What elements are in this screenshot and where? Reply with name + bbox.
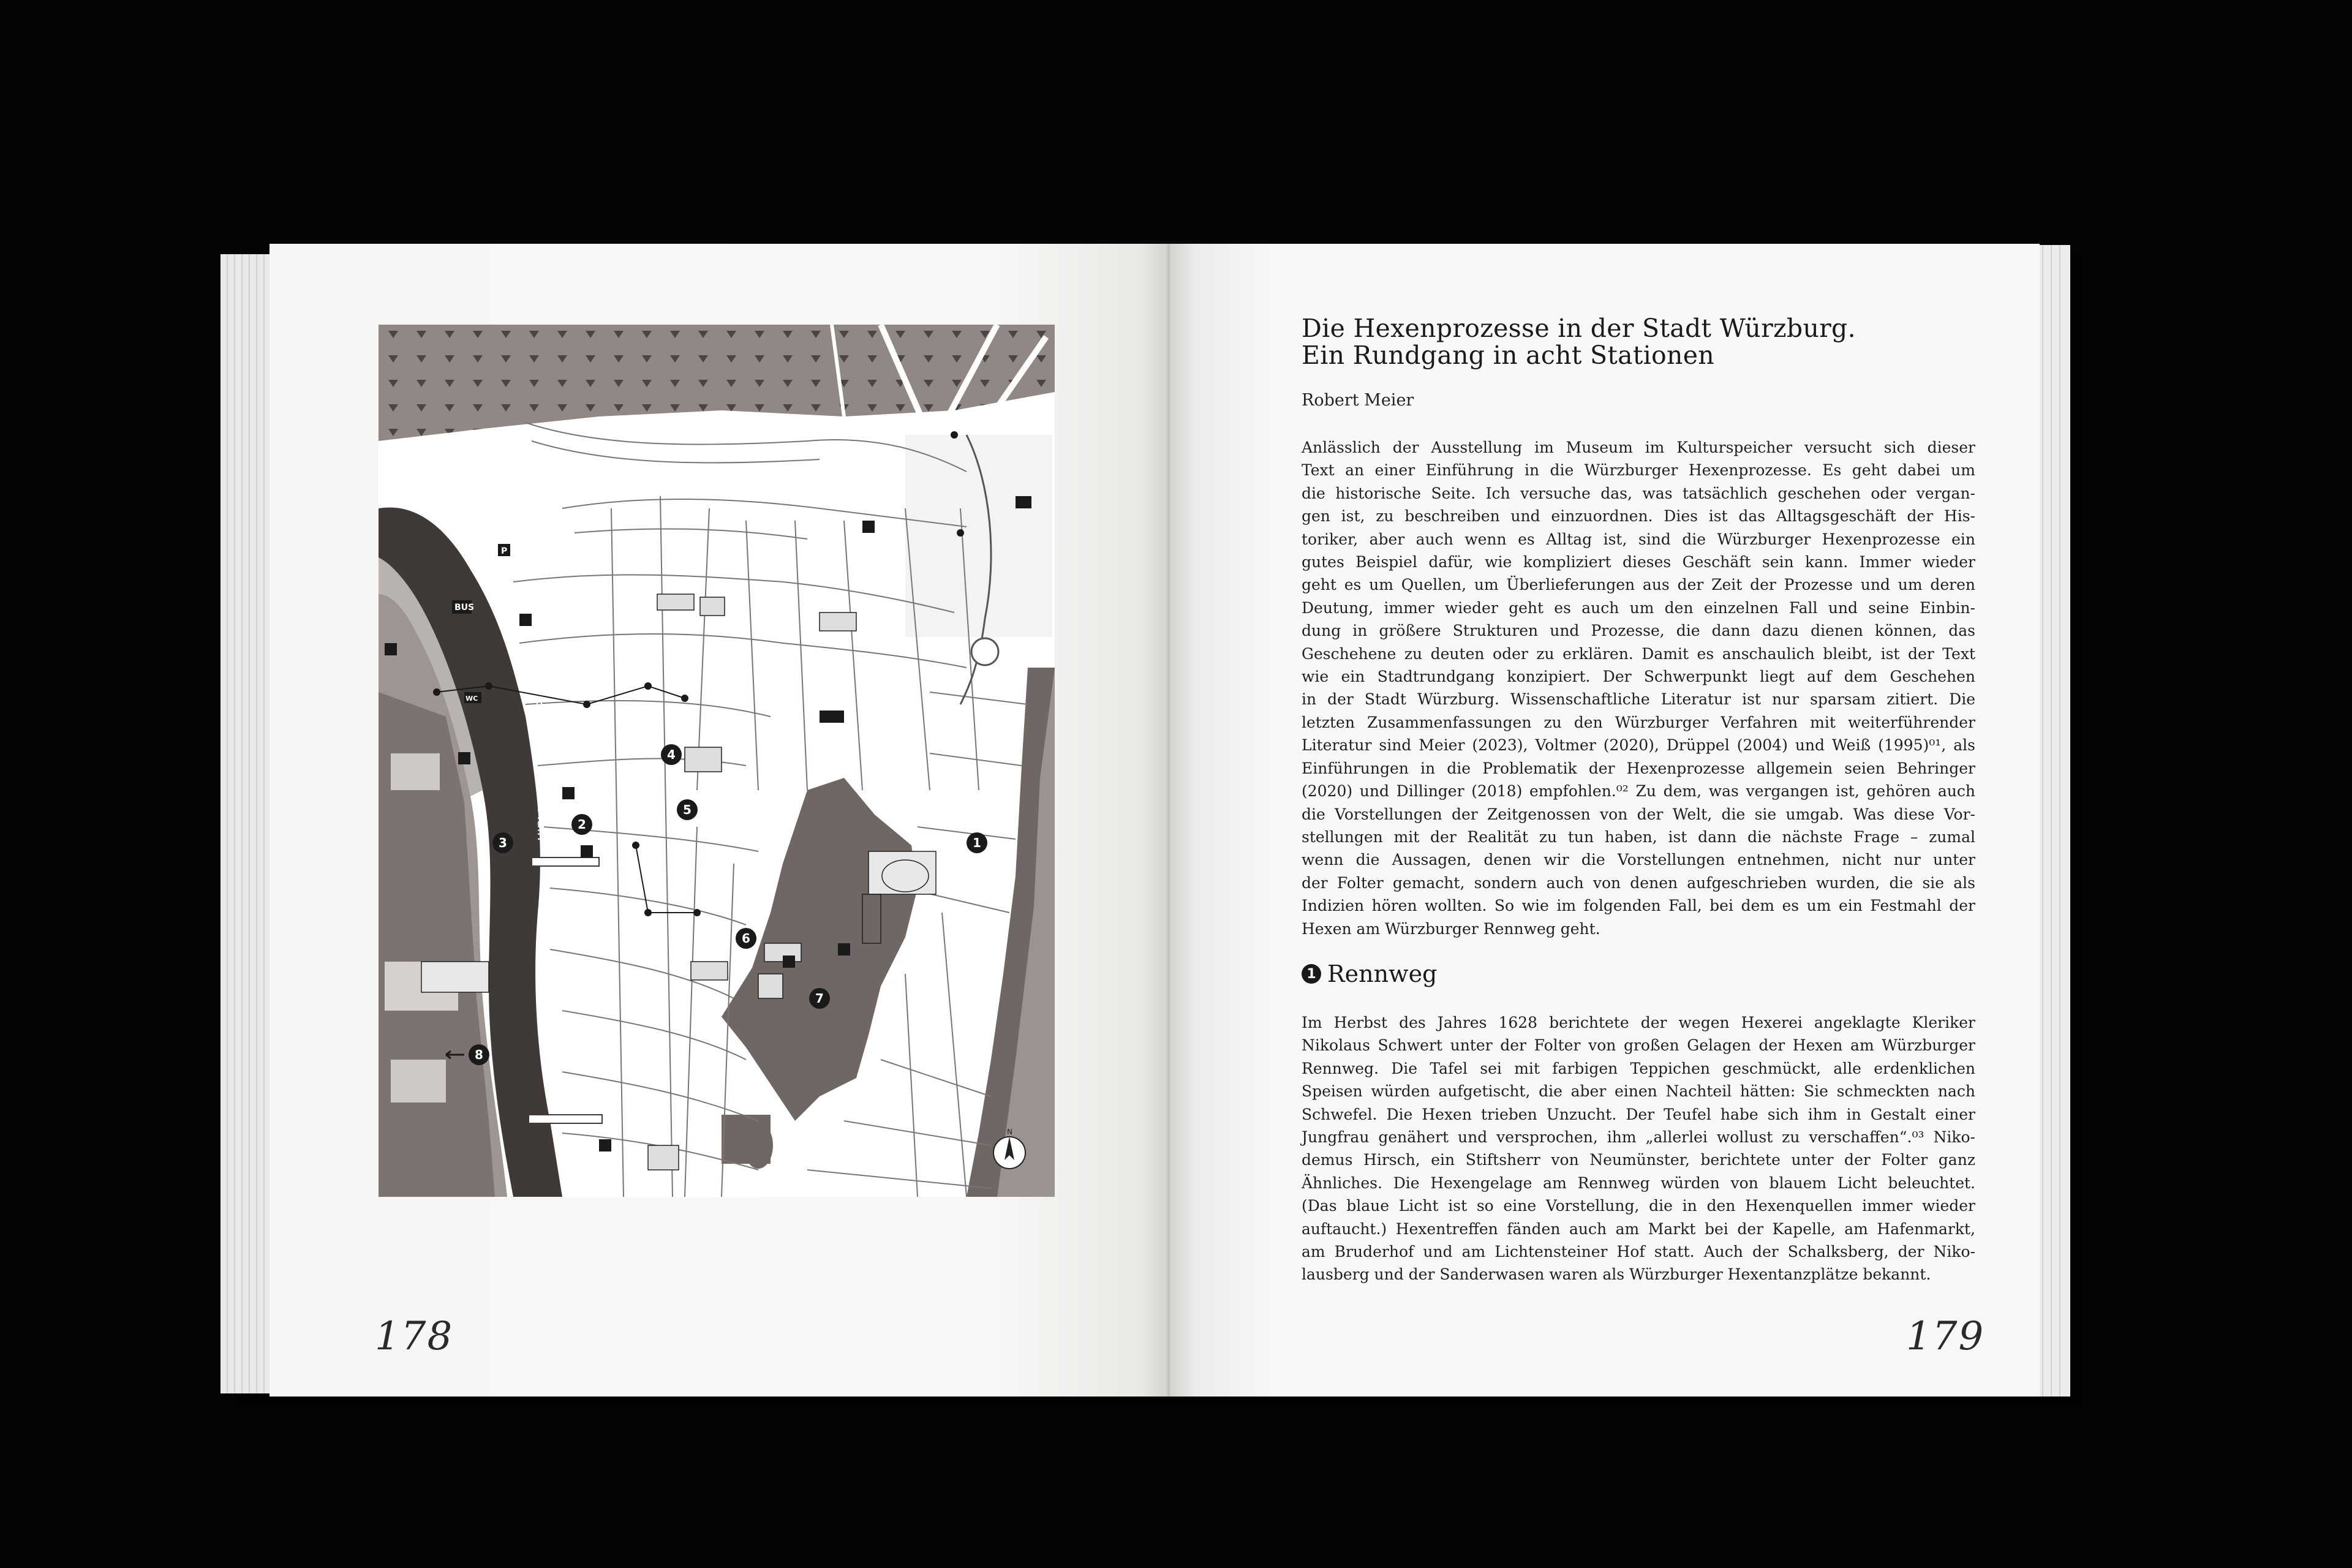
section-line: Nikolaus Schwert unter der Folter von großen Gelagen der Hexen am Würzburger [1302, 1036, 1975, 1055]
section-line: am Bruderhof und am Lichtensteiner Hof statt. Auch der Schalksberg, der Niko- [1302, 1243, 1975, 1261]
intro-line: der Folter gemacht, sondern auch von denen aufgeschrieben wurden, die sie als [1302, 873, 1975, 892]
section-line: Jungfrau genähert und versprochen, ihm „allerlei wollust zu verschaffen“.⁰³ Niko- [1302, 1128, 1975, 1147]
section-line: Im Herbst des Jahres 1628 berichtete der wegen Hexerei angeklagte Kleriker [1302, 1014, 1975, 1031]
left-page-number: 178 [375, 1314, 454, 1359]
intro-line: Deutung, immer wieder geht es auch um den einzelnen Fall und seine Einbin- [1302, 598, 1975, 617]
svg-text:N: N [1007, 1128, 1012, 1136]
intro-line: stellungen mit der Realität zu tun haben, ist dann die nächste Frage – zumal [1302, 827, 1975, 846]
station-3: 3 [499, 835, 507, 850]
intro-line: gen ist, zu beschreiben und einzuordnen. Dies ist das Alltagsgeschäft der His- [1302, 507, 1975, 526]
section-number: 1 [1302, 964, 1321, 984]
intro-line: Text an einer Einführung in die Würzburger Hexenprozesse. Es geht dabei um [1302, 461, 1975, 480]
section-line: Rennweg. Die Tafel sei mit farbigen Teppichen geschmückt, alle erdenklichen [1302, 1059, 1975, 1077]
section-title: Rennweg [1327, 960, 1438, 987]
svg-text:⚓: ⚓ [529, 697, 549, 722]
title-line-1: Die Hexenprozesse in der Stadt Würzburg. [1302, 314, 1856, 343]
left-page-edges [221, 254, 270, 1393]
right-page-number: 179 [1906, 1314, 1985, 1359]
section-paragraph [1302, 1011, 1975, 1286]
intro-line: dung in größere Strukturen und Prozesse, die dann dazu dienen können, das [1302, 622, 1975, 640]
station-6: 6 [742, 931, 750, 946]
wc-label: WC [466, 695, 478, 703]
bus-label: BUS [454, 603, 475, 612]
section-line: Ähnliches. Die Hexengelage am Rennweg würden von blauem Licht beleuchtet. [1302, 1174, 1975, 1192]
city-map [379, 325, 1055, 1197]
intro-line: toriker, aber auch wenn es Alltag ist, sind die Würzburger Hexenprozesse ein [1302, 530, 1975, 548]
section-line: demus Hirsch, ein Stiftsherr von Neumünster, berichtete unter der Folter ganz [1302, 1151, 1975, 1169]
intro-line: die Vorstellungen der Zeitgenossen von der Welt, die sie umgab. Was diese Vor- [1302, 805, 1975, 823]
section-heading [1302, 960, 1437, 987]
station-1: 1 [973, 835, 981, 850]
author: Robert Meier [1302, 391, 1414, 410]
station-7: 7 [815, 991, 824, 1006]
intro-line: geht es um Quellen, um Überlieferungen aus der Zeit der Prozesse und um deren [1302, 576, 1975, 594]
section-line: auftaucht.) Hexentreffen fänden auch am Markt bei der Kapelle, am Hafenmarkt, [1302, 1219, 1975, 1238]
hochschule-label-1: Hochschule [913, 790, 952, 798]
anchor-icon [529, 697, 549, 722]
river-label: Main [534, 809, 549, 841]
hochschule-label-2: für Musik [913, 799, 944, 807]
intro-line: in der Stadt Würzburg. Wissenschaftliche Literatur ist nur sparsam zitiert. Die [1302, 690, 1975, 709]
title-line-2: Ein Rundgang in acht Stationen [1302, 341, 1715, 370]
section-line: (Das blaue Licht ist so eine Vorstellung, die in den Hexenquellen immer wieder [1302, 1197, 1975, 1215]
intro-line: letzten Zusammenfassungen zu den Würzburger Verfahren mit weiterführender [1302, 713, 1975, 731]
section-line: Schwefel. Die Hexen trieben Unzucht. Der Teufel habe sich ihm in Gestalt einer [1302, 1105, 1975, 1123]
intro-line: Einführungen in die Problematik der Hexenprozesse allgemein seien Behringer [1302, 759, 1975, 777]
article-title [1302, 315, 1988, 369]
intro-line: wie ein Stadtrundgang konzipiert. Der Schwerpunkt liegt auf dem Geschehen [1302, 668, 1975, 686]
station-5: 5 [683, 802, 692, 817]
intro-line: Hexen am Würzburger Rennweg geht. [1302, 919, 1600, 938]
intro-line: Literatur sind Meier (2023), Voltmer (2020), Drüppel (2004) und Weiß (1995)⁰¹, als [1302, 736, 1975, 755]
intro-line: Anlässlich der Ausstellung im Museum im Kulturspeicher versucht sich dieser [1302, 439, 1975, 456]
parking-label: P [501, 546, 508, 556]
intro-line: Geschehene zu deuten oder zu erklären. Damit es anschaulich bleibt, ist der Text [1302, 644, 1975, 663]
intro-paragraph [1302, 436, 1975, 940]
station-4: 4 [667, 747, 676, 762]
station-8: 8 [475, 1047, 483, 1062]
section-line: Speisen würden aufgetischt, die aber einen Nachteil hätten: Sie schmeckten nach [1302, 1082, 1975, 1101]
intro-line: wenn die Aussagen, denen wir die Vorstellungen entnehmen, nicht nur unter [1302, 851, 1975, 869]
intro-line: (2020) und Dillinger (2018) empfohlen.⁰² Zu dem, was vergangen ist, gehören auch [1302, 782, 1975, 801]
intro-line: Indizien hören wollten. So wie im folgenden Fall, bei dem es um ein Festmahl der [1302, 897, 1975, 915]
intro-line: gutes Beispiel dafür, wie kompliziert dieses Geschäft sein kann. Immer wieder [1302, 553, 1975, 571]
station-2: 2 [578, 817, 586, 832]
intro-line: die historische Seite. Ich versuche das, was tatsächlich geschehen oder vergan- [1302, 484, 1975, 502]
section-line: lausberg und der Sanderwasen waren als Würzburger Hexentanzplätze bekannt. [1302, 1265, 1931, 1284]
